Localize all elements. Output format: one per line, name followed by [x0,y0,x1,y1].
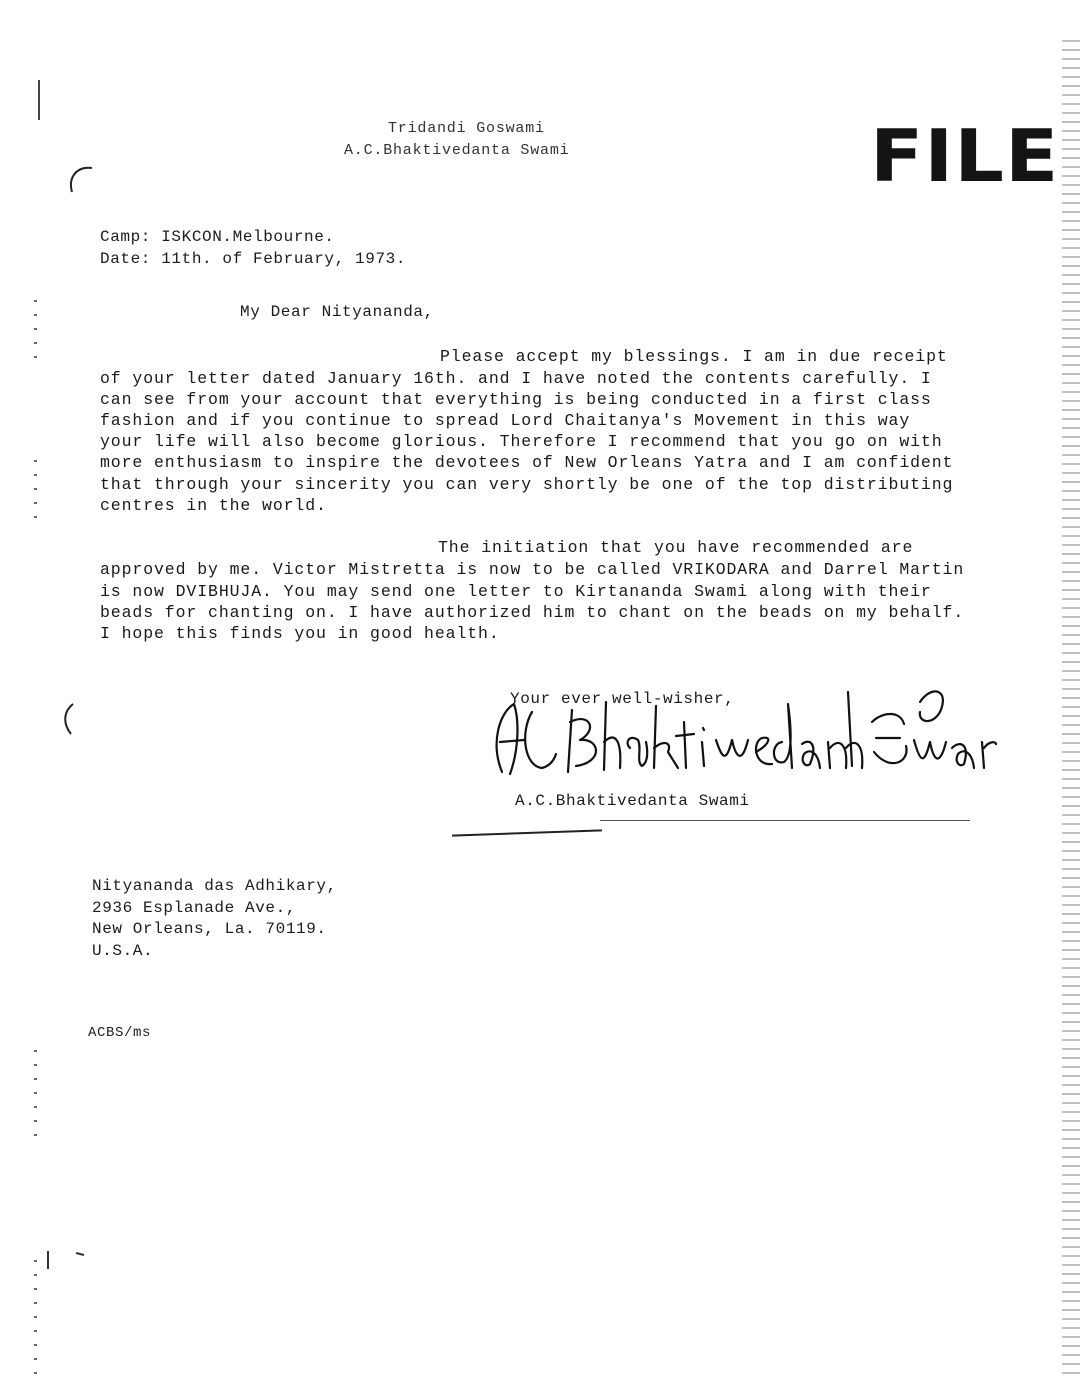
letterhead-name: A.C.Bhaktivedanta Swami [344,142,570,159]
salutation: My Dear Nityananda, [240,303,434,321]
date-line: Date: 11th. of February, 1973. [100,250,407,268]
paragraph-line: fashion and if you continue to spread Lord Chaitanya's Movement in this way [100,411,911,430]
signature-underline [452,829,602,836]
paragraph-line: is now DVIBHUJA. You may send one letter to Kirtananda Swami along with their [100,582,932,601]
punch-hole-mark [55,700,85,740]
signature-underline [600,820,970,821]
paragraph-line: your life will also become glorious. Therefore I recommend that you go on with [100,432,943,451]
reference-initials: ACBS/ms [88,1025,152,1041]
paragraph-line: Please accept my blessings. I am in due receipt [440,347,948,366]
paragraph-line: I hope this finds you in good health. [100,624,500,643]
scan-left-artifact [34,460,37,520]
address-line: 2936 Esplanade Ave., [92,899,297,917]
scan-mark [40,1245,90,1275]
file-stamp: FILE [870,115,1060,199]
paragraph-line: of your letter dated January 16th. and I have noted the contents carefully. I [100,369,932,388]
paragraph-line: beads for chanting on. I have authorized him to chant on the beads on my behalf. [100,603,965,622]
punch-hole-mark [62,160,102,200]
scan-left-artifact [34,1050,37,1140]
address-line: Nityananda das Adhikary, [92,877,337,895]
scan-left-artifact [34,300,37,370]
paragraph-line: centres in the world. [100,496,327,515]
paragraph-line: approved by me. Victor Mistretta is now to be called VRIKODARA and Darrel Martin [100,560,965,579]
paragraph-line: The initiation that you have recommended are [438,538,914,557]
address-line: U.S.A. [92,942,154,960]
scan-edge-artifact [1062,40,1080,1380]
camp-line: Camp: ISKCON.Melbourne. [100,228,335,246]
handwritten-signature [480,682,1000,802]
paragraph-line: can see from your account that everything is being conducted in a first class [100,390,932,409]
address-line: New Orleans, La. 70119. [92,920,327,938]
signature-typed-name: A.C.Bhaktivedanta Swami [515,792,750,810]
letterhead-title: Tridandi Goswami [388,120,545,137]
paragraph-line: that through your sincerity you can very shortly be one of the top distributing [100,475,954,494]
scan-mark [38,80,40,120]
closing-line: Your ever well-wisher, [510,690,735,708]
paragraph-line: more enthusiasm to inspire the devotees of New Orleans Yatra and I am confident [100,453,954,472]
scan-left-artifact [34,1260,37,1380]
